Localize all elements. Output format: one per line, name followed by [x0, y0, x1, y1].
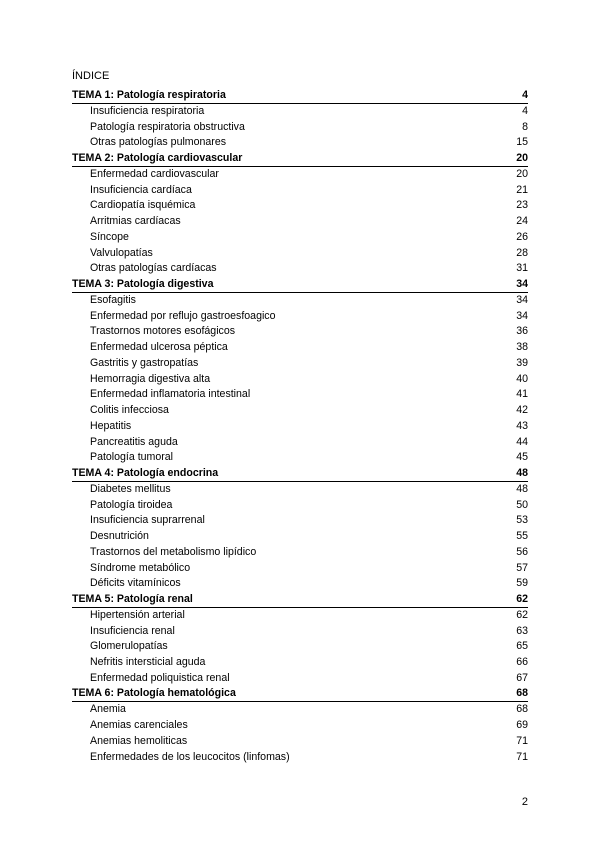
- toc-entry-label: Enfermedad inflamatoria intestinal: [90, 388, 251, 401]
- toc-entry-page: 31: [516, 262, 528, 275]
- toc-entry-page: 20: [516, 167, 528, 180]
- toc-entry-page: 50: [516, 498, 528, 511]
- toc-entry-label: Hemorragia digestiva alta: [90, 372, 211, 385]
- toc-topic-row[interactable]: [72, 88, 528, 104]
- toc-subtopic-row[interactable]: [72, 324, 528, 340]
- toc-subtopic-row[interactable]: [72, 734, 528, 750]
- toc-subtopic-row[interactable]: [72, 261, 528, 277]
- toc-entry-page: 34: [516, 309, 528, 322]
- toc-subtopic-row[interactable]: [72, 718, 528, 734]
- toc-subtopic-row[interactable]: [72, 608, 528, 624]
- toc-subtopic-row[interactable]: [72, 639, 528, 655]
- toc-entry-page: 48: [516, 482, 528, 495]
- toc-subtopic-row[interactable]: [72, 198, 528, 214]
- toc-entry-page: 4: [522, 88, 528, 101]
- toc-entry-page: 39: [516, 356, 528, 369]
- toc-subtopic-row[interactable]: [72, 624, 528, 640]
- toc-entry-label: Déficits vitamínicos: [90, 577, 181, 590]
- toc-entry-label: Otras patologías cardíacas: [90, 262, 217, 275]
- toc-entry-label: Nefritis intersticial aguda: [90, 656, 206, 668]
- toc-subtopic-row[interactable]: [72, 309, 528, 325]
- table-of-contents: [72, 88, 528, 765]
- toc-entry-label: Otras patologías pulmonares: [90, 136, 227, 149]
- index-heading: ÍNDICE: [72, 70, 110, 82]
- toc-entry-page: 41: [516, 388, 528, 401]
- toc-subtopic-row[interactable]: [72, 403, 528, 419]
- toc-entry-label: Hipertensión arterial: [90, 608, 185, 621]
- toc-entry-page: 42: [516, 404, 528, 416]
- toc-entry-label: TEMA 3: Patología digestiva: [72, 277, 214, 290]
- toc-topic-row[interactable]: [72, 466, 528, 482]
- toc-entry-label: Cardiopatía isquémica: [90, 199, 196, 212]
- toc-subtopic-row[interactable]: [72, 529, 528, 545]
- toc-entry-label: Enfermedades de los leucocitos (linfomas): [90, 750, 290, 763]
- toc-subtopic-row[interactable]: [72, 167, 528, 183]
- toc-subtopic-row[interactable]: [72, 498, 528, 514]
- toc-subtopic-row[interactable]: [72, 340, 528, 356]
- toc-entry-label: Patología tiroidea: [90, 498, 173, 511]
- toc-entry-page: 8: [522, 120, 528, 133]
- toc-entry-page: 57: [516, 561, 528, 574]
- toc-entry-page: 68: [516, 703, 528, 716]
- toc-entry-label: Trastornos del metabolismo lipídico: [90, 545, 257, 558]
- toc-subtopic-row[interactable]: [72, 561, 528, 577]
- toc-subtopic-row[interactable]: [72, 246, 528, 262]
- toc-entry-page: 28: [516, 246, 528, 259]
- toc-entry-label: TEMA 2: Patología cardiovascular: [72, 151, 243, 164]
- toc-subtopic-row[interactable]: [72, 576, 528, 592]
- toc-entry-label: Arritmias cardíacas: [90, 215, 181, 227]
- toc-entry-page: 4: [522, 104, 528, 117]
- toc-entry-label: TEMA 1: Patología respiratoria: [72, 88, 226, 101]
- toc-entry-page: 36: [516, 325, 528, 338]
- toc-subtopic-row[interactable]: [72, 293, 528, 309]
- toc-subtopic-row[interactable]: [72, 702, 528, 718]
- toc-subtopic-row[interactable]: [72, 372, 528, 388]
- toc-subtopic-row[interactable]: [72, 183, 528, 199]
- toc-entry-page: 34: [516, 277, 528, 290]
- toc-topic-row[interactable]: [72, 277, 528, 293]
- toc-entry-label: Patología tumoral: [90, 451, 174, 464]
- toc-entry-page: 48: [516, 466, 528, 479]
- toc-topic-row[interactable]: [72, 151, 528, 167]
- toc-entry-label: Desnutrición: [90, 530, 149, 542]
- toc-entry-label: Trastornos motores esofágicos: [90, 325, 236, 338]
- toc-entry-page: 40: [516, 372, 528, 385]
- toc-entry-label: Anemia: [90, 703, 126, 716]
- toc-entry-page: 24: [516, 215, 528, 227]
- toc-subtopic-row[interactable]: [72, 214, 528, 230]
- toc-entry-page: 69: [516, 719, 528, 731]
- toc-entry-label: Pancreatitis aguda: [90, 435, 178, 448]
- toc-entry-page: 65: [516, 640, 528, 653]
- toc-entry-label: Insuficiencia suprarrenal: [90, 514, 205, 527]
- toc-subtopic-row[interactable]: [72, 671, 528, 687]
- toc-entry-label: Enfermedad cardiovascular: [90, 167, 219, 180]
- toc-entry-label: Insuficiencia respiratoria: [90, 104, 205, 117]
- toc-entry-page: 63: [516, 624, 528, 637]
- toc-entry-label: Insuficiencia renal: [90, 624, 175, 637]
- toc-entry-page: 66: [516, 656, 528, 668]
- toc-entry-label: Síndrome metabólico: [90, 561, 191, 574]
- toc-subtopic-row[interactable]: [72, 135, 528, 151]
- toc-entry-label: Insuficiencia cardíaca: [90, 183, 192, 196]
- toc-entry-page: 45: [516, 451, 528, 464]
- toc-subtopic-row[interactable]: [72, 120, 528, 136]
- toc-entry-page: 62: [516, 608, 528, 621]
- toc-entry-label: Glomerulopatías: [90, 640, 168, 653]
- toc-entry-label: Hepatitis: [90, 419, 132, 432]
- toc-entry-page: 62: [516, 592, 528, 605]
- toc-entry-label: Anemias carenciales: [90, 719, 188, 731]
- toc-entry-label: TEMA 6: Patología hematológica: [72, 687, 236, 699]
- page-number: 2: [521, 796, 528, 808]
- toc-entry-label: TEMA 5: Patología renal: [72, 592, 193, 605]
- toc-entry-label: Valvulopatías: [90, 246, 153, 259]
- toc-entry-label: Colitis infecciosa: [90, 404, 169, 416]
- toc-entry-page: 55: [516, 530, 528, 542]
- toc-entry-label: Patología respiratoria obstructiva: [90, 120, 245, 133]
- toc-entry-label: Gastritis y gastropatías: [90, 356, 199, 369]
- toc-entry-page: 15: [516, 136, 528, 149]
- toc-subtopic-row[interactable]: [72, 750, 528, 766]
- toc-entry-label: Enfermedad ulcerosa péptica: [90, 341, 228, 353]
- toc-subtopic-row[interactable]: [72, 655, 528, 671]
- toc-entry-label: Enfermedad por reflujo gastroesfoagico: [90, 309, 276, 322]
- toc-entry-page: 20: [516, 151, 528, 164]
- toc-entry-label: TEMA 4: Patología endocrina: [72, 466, 219, 479]
- toc-subtopic-row[interactable]: [72, 435, 528, 451]
- toc-topic-row[interactable]: [72, 687, 528, 703]
- toc-subtopic-row[interactable]: [72, 104, 528, 120]
- toc-entry-page: 56: [516, 545, 528, 558]
- toc-subtopic-row[interactable]: [72, 482, 528, 498]
- toc-subtopic-row[interactable]: [72, 545, 528, 561]
- toc-entry-page: 44: [516, 435, 528, 448]
- toc-entry-label: Anemias hemoliticas: [90, 734, 188, 747]
- toc-entry-page: 43: [516, 419, 528, 432]
- toc-entry-label: Enfermedad poliquistica renal: [90, 671, 230, 684]
- toc-topic-row[interactable]: [72, 592, 528, 608]
- toc-entry-page: 38: [516, 341, 528, 353]
- toc-entry-page: 21: [516, 183, 528, 196]
- toc-entry-page: 71: [516, 750, 528, 763]
- toc-entry-label: Síncope: [90, 230, 129, 243]
- toc-subtopic-row[interactable]: [72, 450, 528, 466]
- toc-entry-page: 68: [516, 687, 528, 699]
- toc-entry-page: 34: [516, 293, 528, 306]
- toc-subtopic-row[interactable]: [72, 387, 528, 403]
- toc-subtopic-row[interactable]: [72, 356, 528, 372]
- toc-subtopic-row[interactable]: [72, 419, 528, 435]
- toc-entry-page: 26: [516, 230, 528, 243]
- toc-subtopic-row[interactable]: [72, 513, 528, 529]
- toc-entry-label: Esofagitis: [90, 293, 136, 306]
- toc-entry-page: 71: [516, 734, 528, 747]
- toc-entry-page: 67: [516, 671, 528, 684]
- toc-entry-page: 59: [516, 577, 528, 590]
- toc-entry-label: Diabetes mellitus: [90, 482, 171, 495]
- toc-subtopic-row[interactable]: [72, 230, 528, 246]
- toc-entry-page: 23: [516, 199, 528, 212]
- toc-entry-page: 53: [516, 514, 528, 527]
